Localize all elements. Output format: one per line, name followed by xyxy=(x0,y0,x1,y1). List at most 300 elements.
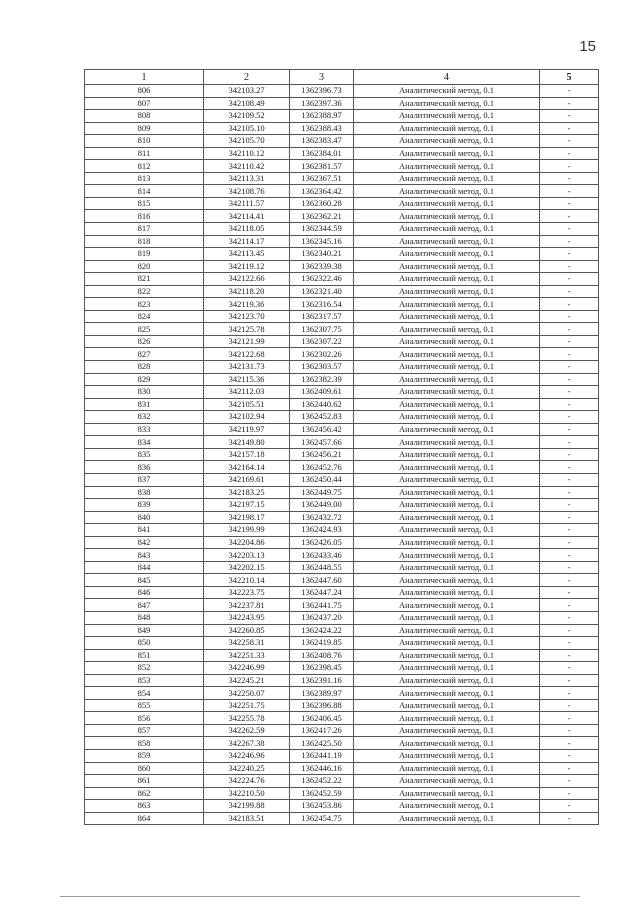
note-cell: - xyxy=(540,298,599,311)
y-coordinate-cell: 1362447.24 xyxy=(290,586,354,599)
note-cell: - xyxy=(540,574,599,587)
y-coordinate-cell: 1362345.16 xyxy=(290,235,354,248)
y-coordinate-cell: 1362449.75 xyxy=(290,486,354,499)
point-number-cell: 842 xyxy=(85,536,204,549)
note-cell: - xyxy=(540,323,599,336)
method-cell: Аналитический метод, 0.1 xyxy=(354,110,540,123)
note-cell: - xyxy=(540,461,599,474)
y-coordinate-cell: 1362456.21 xyxy=(290,448,354,461)
method-cell: Аналитический метод, 0.1 xyxy=(354,310,540,323)
method-cell: Аналитический метод, 0.1 xyxy=(354,574,540,587)
y-coordinate-cell: 1362316.54 xyxy=(290,298,354,311)
note-cell: - xyxy=(540,499,599,512)
method-cell: Аналитический метод, 0.1 xyxy=(354,674,540,687)
x-coordinate-cell: 342246.96 xyxy=(204,749,290,762)
note-cell: - xyxy=(540,486,599,499)
point-number-cell: 824 xyxy=(85,310,204,323)
method-cell: Аналитический метод, 0.1 xyxy=(354,637,540,650)
y-coordinate-cell: 1362398.45 xyxy=(290,662,354,675)
table-row xyxy=(85,260,599,273)
x-coordinate-cell: 342199.88 xyxy=(204,800,290,813)
x-coordinate-cell: 342122.66 xyxy=(204,273,290,286)
note-cell: - xyxy=(540,637,599,650)
method-cell: Аналитический метод, 0.1 xyxy=(354,549,540,562)
point-number-cell: 822 xyxy=(85,285,204,298)
method-cell: Аналитический метод, 0.1 xyxy=(354,160,540,173)
x-coordinate-cell: 342210.50 xyxy=(204,787,290,800)
point-number-cell: 823 xyxy=(85,298,204,311)
point-number-cell: 821 xyxy=(85,273,204,286)
point-number-cell: 829 xyxy=(85,373,204,386)
table-row xyxy=(85,536,599,549)
table-row xyxy=(85,436,599,449)
point-number-cell: 807 xyxy=(85,97,204,110)
method-cell: Аналитический метод, 0.1 xyxy=(354,524,540,537)
column-header-2: 2 xyxy=(204,70,290,85)
point-number-cell: 850 xyxy=(85,637,204,650)
x-coordinate-cell: 342199.99 xyxy=(204,524,290,537)
method-cell: Аналитический метод, 0.1 xyxy=(354,486,540,499)
point-number-cell: 844 xyxy=(85,561,204,574)
point-number-cell: 814 xyxy=(85,185,204,198)
note-cell: - xyxy=(540,800,599,813)
note-cell: - xyxy=(540,361,599,374)
y-coordinate-cell: 1362307.22 xyxy=(290,335,354,348)
point-number-cell: 810 xyxy=(85,135,204,148)
point-number-cell: 845 xyxy=(85,574,204,587)
point-number-cell: 861 xyxy=(85,775,204,788)
method-cell: Аналитический метод, 0.1 xyxy=(354,448,540,461)
method-cell: Аналитический метод, 0.1 xyxy=(354,749,540,762)
x-coordinate-cell: 342113.31 xyxy=(204,172,290,185)
x-coordinate-cell: 342197.15 xyxy=(204,499,290,512)
table-row xyxy=(85,323,599,336)
method-cell: Аналитический метод, 0.1 xyxy=(354,511,540,524)
y-coordinate-cell: 1362408.76 xyxy=(290,649,354,662)
point-number-cell: 816 xyxy=(85,210,204,223)
x-coordinate-cell: 342169.61 xyxy=(204,473,290,486)
method-cell: Аналитический метод, 0.1 xyxy=(354,611,540,624)
x-coordinate-cell: 342250.07 xyxy=(204,687,290,700)
table-row xyxy=(85,310,599,323)
table-row xyxy=(85,637,599,650)
table-body xyxy=(85,85,599,825)
y-coordinate-cell: 1362382.39 xyxy=(290,373,354,386)
y-coordinate-cell: 1362456.42 xyxy=(290,423,354,436)
method-cell: Аналитический метод, 0.1 xyxy=(354,172,540,185)
point-number-cell: 857 xyxy=(85,724,204,737)
x-coordinate-cell: 342262.59 xyxy=(204,724,290,737)
x-coordinate-cell: 342157.18 xyxy=(204,448,290,461)
column-header-4: 4 xyxy=(354,70,540,85)
x-coordinate-cell: 342114.41 xyxy=(204,210,290,223)
table-row xyxy=(85,524,599,537)
x-coordinate-cell: 342203.13 xyxy=(204,549,290,562)
table-header-row xyxy=(85,70,599,85)
table-row xyxy=(85,737,599,750)
point-number-cell: 838 xyxy=(85,486,204,499)
table-row xyxy=(85,674,599,687)
method-cell: Аналитический метод, 0.1 xyxy=(354,197,540,210)
method-cell: Аналитический метод, 0.1 xyxy=(354,260,540,273)
x-coordinate-cell: 342251.33 xyxy=(204,649,290,662)
method-cell: Аналитический метод, 0.1 xyxy=(354,473,540,486)
y-coordinate-cell: 1362388.43 xyxy=(290,122,354,135)
note-cell: - xyxy=(540,386,599,399)
y-coordinate-cell: 1362452.76 xyxy=(290,461,354,474)
method-cell: Аналитический метод, 0.1 xyxy=(354,135,540,148)
note-cell: - xyxy=(540,197,599,210)
note-cell: - xyxy=(540,611,599,624)
point-number-cell: 813 xyxy=(85,172,204,185)
table-row xyxy=(85,97,599,110)
table-row xyxy=(85,762,599,775)
point-number-cell: 827 xyxy=(85,348,204,361)
y-coordinate-cell: 1362409.61 xyxy=(290,386,354,399)
note-cell: - xyxy=(540,737,599,750)
x-coordinate-cell: 342202.15 xyxy=(204,561,290,574)
table-row xyxy=(85,185,599,198)
table-row xyxy=(85,147,599,160)
table-row xyxy=(85,499,599,512)
note-cell: - xyxy=(540,348,599,361)
note-cell: - xyxy=(540,436,599,449)
method-cell: Аналитический метод, 0.1 xyxy=(354,461,540,474)
y-coordinate-cell: 1362419.85 xyxy=(290,637,354,650)
y-coordinate-cell: 1362424.93 xyxy=(290,524,354,537)
x-coordinate-cell: 342210.14 xyxy=(204,574,290,587)
method-cell: Аналитический метод, 0.1 xyxy=(354,662,540,675)
table-row xyxy=(85,461,599,474)
method-cell: Аналитический метод, 0.1 xyxy=(354,210,540,223)
y-coordinate-cell: 1362457.66 xyxy=(290,436,354,449)
point-number-cell: 856 xyxy=(85,712,204,725)
y-coordinate-cell: 1362432.72 xyxy=(290,511,354,524)
point-number-cell: 851 xyxy=(85,649,204,662)
table-row xyxy=(85,285,599,298)
table-row xyxy=(85,223,599,236)
x-coordinate-cell: 342164.14 xyxy=(204,461,290,474)
point-number-cell: 858 xyxy=(85,737,204,750)
point-number-cell: 837 xyxy=(85,473,204,486)
y-coordinate-cell: 1362396.88 xyxy=(290,699,354,712)
y-coordinate-cell: 1362383.47 xyxy=(290,135,354,148)
note-cell: - xyxy=(540,687,599,700)
note-cell: - xyxy=(540,599,599,612)
x-coordinate-cell: 342110.42 xyxy=(204,160,290,173)
method-cell: Аналитический метод, 0.1 xyxy=(354,97,540,110)
note-cell: - xyxy=(540,97,599,110)
point-number-cell: 819 xyxy=(85,248,204,261)
table-row xyxy=(85,248,599,261)
y-coordinate-cell: 1362433.46 xyxy=(290,549,354,562)
y-coordinate-cell: 1362317.57 xyxy=(290,310,354,323)
y-coordinate-cell: 1362344.59 xyxy=(290,223,354,236)
table-row xyxy=(85,649,599,662)
note-cell: - xyxy=(540,674,599,687)
x-coordinate-cell: 342237.81 xyxy=(204,599,290,612)
table-row xyxy=(85,662,599,675)
x-coordinate-cell: 342114.17 xyxy=(204,235,290,248)
y-coordinate-cell: 1362340.21 xyxy=(290,248,354,261)
table-row xyxy=(85,235,599,248)
point-number-cell: 855 xyxy=(85,699,204,712)
page-number: 15 xyxy=(579,38,596,55)
x-coordinate-cell: 342118.20 xyxy=(204,285,290,298)
table-row xyxy=(85,549,599,562)
point-number-cell: 863 xyxy=(85,800,204,813)
note-cell: - xyxy=(540,712,599,725)
y-coordinate-cell: 1362362.21 xyxy=(290,210,354,223)
y-coordinate-cell: 1362453.86 xyxy=(290,800,354,813)
note-cell: - xyxy=(540,787,599,800)
note-cell: - xyxy=(540,398,599,411)
point-number-cell: 846 xyxy=(85,586,204,599)
note-cell: - xyxy=(540,122,599,135)
y-coordinate-cell: 1362397.36 xyxy=(290,97,354,110)
method-cell: Аналитический метод, 0.1 xyxy=(354,398,540,411)
x-coordinate-cell: 342113.45 xyxy=(204,248,290,261)
method-cell: Аналитический метод, 0.1 xyxy=(354,762,540,775)
table-row xyxy=(85,586,599,599)
note-cell: - xyxy=(540,411,599,424)
table-row xyxy=(85,624,599,637)
x-coordinate-cell: 342105.51 xyxy=(204,398,290,411)
note-cell: - xyxy=(540,248,599,261)
note-cell: - xyxy=(540,260,599,273)
method-cell: Аналитический метод, 0.1 xyxy=(354,122,540,135)
note-cell: - xyxy=(540,561,599,574)
method-cell: Аналитический метод, 0.1 xyxy=(354,423,540,436)
table-row xyxy=(85,210,599,223)
note-cell: - xyxy=(540,185,599,198)
y-coordinate-cell: 1362448.55 xyxy=(290,561,354,574)
note-cell: - xyxy=(540,775,599,788)
table-row xyxy=(85,160,599,173)
y-coordinate-cell: 1362389.97 xyxy=(290,687,354,700)
x-coordinate-cell: 342131.73 xyxy=(204,361,290,374)
x-coordinate-cell: 342149.80 xyxy=(204,436,290,449)
method-cell: Аналитический метод, 0.1 xyxy=(354,687,540,700)
y-coordinate-cell: 1362446.16 xyxy=(290,762,354,775)
point-number-cell: 864 xyxy=(85,812,204,825)
table-row xyxy=(85,85,599,98)
x-coordinate-cell: 342204.86 xyxy=(204,536,290,549)
point-number-cell: 840 xyxy=(85,511,204,524)
column-header-3: 3 xyxy=(290,70,354,85)
point-number-cell: 832 xyxy=(85,411,204,424)
note-cell: - xyxy=(540,624,599,637)
x-coordinate-cell: 342115.36 xyxy=(204,373,290,386)
y-coordinate-cell: 1362452.59 xyxy=(290,787,354,800)
note-cell: - xyxy=(540,335,599,348)
method-cell: Аналитический метод, 0.1 xyxy=(354,536,540,549)
x-coordinate-cell: 342258.31 xyxy=(204,637,290,650)
note-cell: - xyxy=(540,699,599,712)
y-coordinate-cell: 1362441.75 xyxy=(290,599,354,612)
note-cell: - xyxy=(540,85,599,98)
x-coordinate-cell: 342260.85 xyxy=(204,624,290,637)
y-coordinate-cell: 1362447.60 xyxy=(290,574,354,587)
point-number-cell: 828 xyxy=(85,361,204,374)
y-coordinate-cell: 1362441.19 xyxy=(290,749,354,762)
point-number-cell: 825 xyxy=(85,323,204,336)
table-row xyxy=(85,611,599,624)
note-cell: - xyxy=(540,662,599,675)
method-cell: Аналитический метод, 0.1 xyxy=(354,800,540,813)
x-coordinate-cell: 342245.21 xyxy=(204,674,290,687)
y-coordinate-cell: 1362302.26 xyxy=(290,348,354,361)
method-cell: Аналитический метод, 0.1 xyxy=(354,298,540,311)
note-cell: - xyxy=(540,110,599,123)
x-coordinate-cell: 342255.78 xyxy=(204,712,290,725)
point-number-cell: 847 xyxy=(85,599,204,612)
point-number-cell: 831 xyxy=(85,398,204,411)
x-coordinate-cell: 342105.70 xyxy=(204,135,290,148)
point-number-cell: 808 xyxy=(85,110,204,123)
table-row xyxy=(85,800,599,813)
table-row xyxy=(85,574,599,587)
footer-divider xyxy=(60,896,580,897)
point-number-cell: 854 xyxy=(85,687,204,700)
method-cell: Аналитический метод, 0.1 xyxy=(354,775,540,788)
note-cell: - xyxy=(540,448,599,461)
note-cell: - xyxy=(540,749,599,762)
table-row xyxy=(85,561,599,574)
table-row xyxy=(85,172,599,185)
note-cell: - xyxy=(540,373,599,386)
table-row xyxy=(85,373,599,386)
table-row xyxy=(85,473,599,486)
table-row xyxy=(85,812,599,825)
coordinates-table xyxy=(84,69,599,825)
method-cell: Аналитический метод, 0.1 xyxy=(354,787,540,800)
point-number-cell: 853 xyxy=(85,674,204,687)
table-row xyxy=(85,298,599,311)
table-row xyxy=(85,361,599,374)
method-cell: Аналитический метод, 0.1 xyxy=(354,285,540,298)
x-coordinate-cell: 342111.57 xyxy=(204,197,290,210)
y-coordinate-cell: 1362396.73 xyxy=(290,85,354,98)
x-coordinate-cell: 342267.38 xyxy=(204,737,290,750)
y-coordinate-cell: 1362406.45 xyxy=(290,712,354,725)
y-coordinate-cell: 1362440.62 xyxy=(290,398,354,411)
method-cell: Аналитический метод, 0.1 xyxy=(354,561,540,574)
method-cell: Аналитический метод, 0.1 xyxy=(354,373,540,386)
x-coordinate-cell: 342183.51 xyxy=(204,812,290,825)
point-number-cell: 806 xyxy=(85,85,204,98)
table-row xyxy=(85,411,599,424)
method-cell: Аналитический метод, 0.1 xyxy=(354,499,540,512)
table-row xyxy=(85,197,599,210)
note-cell: - xyxy=(540,524,599,537)
x-coordinate-cell: 342119.12 xyxy=(204,260,290,273)
note-cell: - xyxy=(540,285,599,298)
method-cell: Аналитический метод, 0.1 xyxy=(354,348,540,361)
note-cell: - xyxy=(540,812,599,825)
table-row xyxy=(85,335,599,348)
x-coordinate-cell: 342102.94 xyxy=(204,411,290,424)
point-number-cell: 812 xyxy=(85,160,204,173)
y-coordinate-cell: 1362322.46 xyxy=(290,273,354,286)
note-cell: - xyxy=(540,724,599,737)
point-number-cell: 833 xyxy=(85,423,204,436)
method-cell: Аналитический метод, 0.1 xyxy=(354,699,540,712)
point-number-cell: 820 xyxy=(85,260,204,273)
point-number-cell: 815 xyxy=(85,197,204,210)
method-cell: Аналитический метод, 0.1 xyxy=(354,724,540,737)
table-row xyxy=(85,135,599,148)
y-coordinate-cell: 1362388.97 xyxy=(290,110,354,123)
y-coordinate-cell: 1362339.38 xyxy=(290,260,354,273)
method-cell: Аналитический метод, 0.1 xyxy=(354,812,540,825)
note-cell: - xyxy=(540,147,599,160)
table-row xyxy=(85,787,599,800)
method-cell: Аналитический метод, 0.1 xyxy=(354,147,540,160)
y-coordinate-cell: 1362303.57 xyxy=(290,361,354,374)
table-row xyxy=(85,724,599,737)
y-coordinate-cell: 1362391.16 xyxy=(290,674,354,687)
point-number-cell: 817 xyxy=(85,223,204,236)
column-header-1: 1 xyxy=(85,70,204,85)
y-coordinate-cell: 1362454.75 xyxy=(290,812,354,825)
point-number-cell: 839 xyxy=(85,499,204,512)
x-coordinate-cell: 342246.99 xyxy=(204,662,290,675)
method-cell: Аналитический метод, 0.1 xyxy=(354,737,540,750)
x-coordinate-cell: 342240.25 xyxy=(204,762,290,775)
note-cell: - xyxy=(540,172,599,185)
method-cell: Аналитический метод, 0.1 xyxy=(354,185,540,198)
point-number-cell: 834 xyxy=(85,436,204,449)
method-cell: Аналитический метод, 0.1 xyxy=(354,335,540,348)
point-number-cell: 841 xyxy=(85,524,204,537)
y-coordinate-cell: 1362452.83 xyxy=(290,411,354,424)
note-cell: - xyxy=(540,273,599,286)
y-coordinate-cell: 1362437.20 xyxy=(290,611,354,624)
table-row xyxy=(85,348,599,361)
method-cell: Аналитический метод, 0.1 xyxy=(354,361,540,374)
note-cell: - xyxy=(540,210,599,223)
y-coordinate-cell: 1362364.42 xyxy=(290,185,354,198)
table-row xyxy=(85,749,599,762)
table-row xyxy=(85,273,599,286)
y-coordinate-cell: 1362425.50 xyxy=(290,737,354,750)
point-number-cell: 862 xyxy=(85,787,204,800)
point-number-cell: 843 xyxy=(85,549,204,562)
method-cell: Аналитический метод, 0.1 xyxy=(354,323,540,336)
point-number-cell: 848 xyxy=(85,611,204,624)
x-coordinate-cell: 342110.12 xyxy=(204,147,290,160)
x-coordinate-cell: 342224.76 xyxy=(204,775,290,788)
point-number-cell: 811 xyxy=(85,147,204,160)
table-row xyxy=(85,110,599,123)
x-coordinate-cell: 342223.75 xyxy=(204,586,290,599)
point-number-cell: 830 xyxy=(85,386,204,399)
y-coordinate-cell: 1362424.22 xyxy=(290,624,354,637)
x-coordinate-cell: 342112.03 xyxy=(204,386,290,399)
table-row xyxy=(85,511,599,524)
table-row xyxy=(85,423,599,436)
note-cell: - xyxy=(540,235,599,248)
method-cell: Аналитический метод, 0.1 xyxy=(354,436,540,449)
point-number-cell: 859 xyxy=(85,749,204,762)
y-coordinate-cell: 1362450.44 xyxy=(290,473,354,486)
x-coordinate-cell: 342119.97 xyxy=(204,423,290,436)
method-cell: Аналитический метод, 0.1 xyxy=(354,223,540,236)
note-cell: - xyxy=(540,223,599,236)
y-coordinate-cell: 1362426.05 xyxy=(290,536,354,549)
method-cell: Аналитический метод, 0.1 xyxy=(354,649,540,662)
